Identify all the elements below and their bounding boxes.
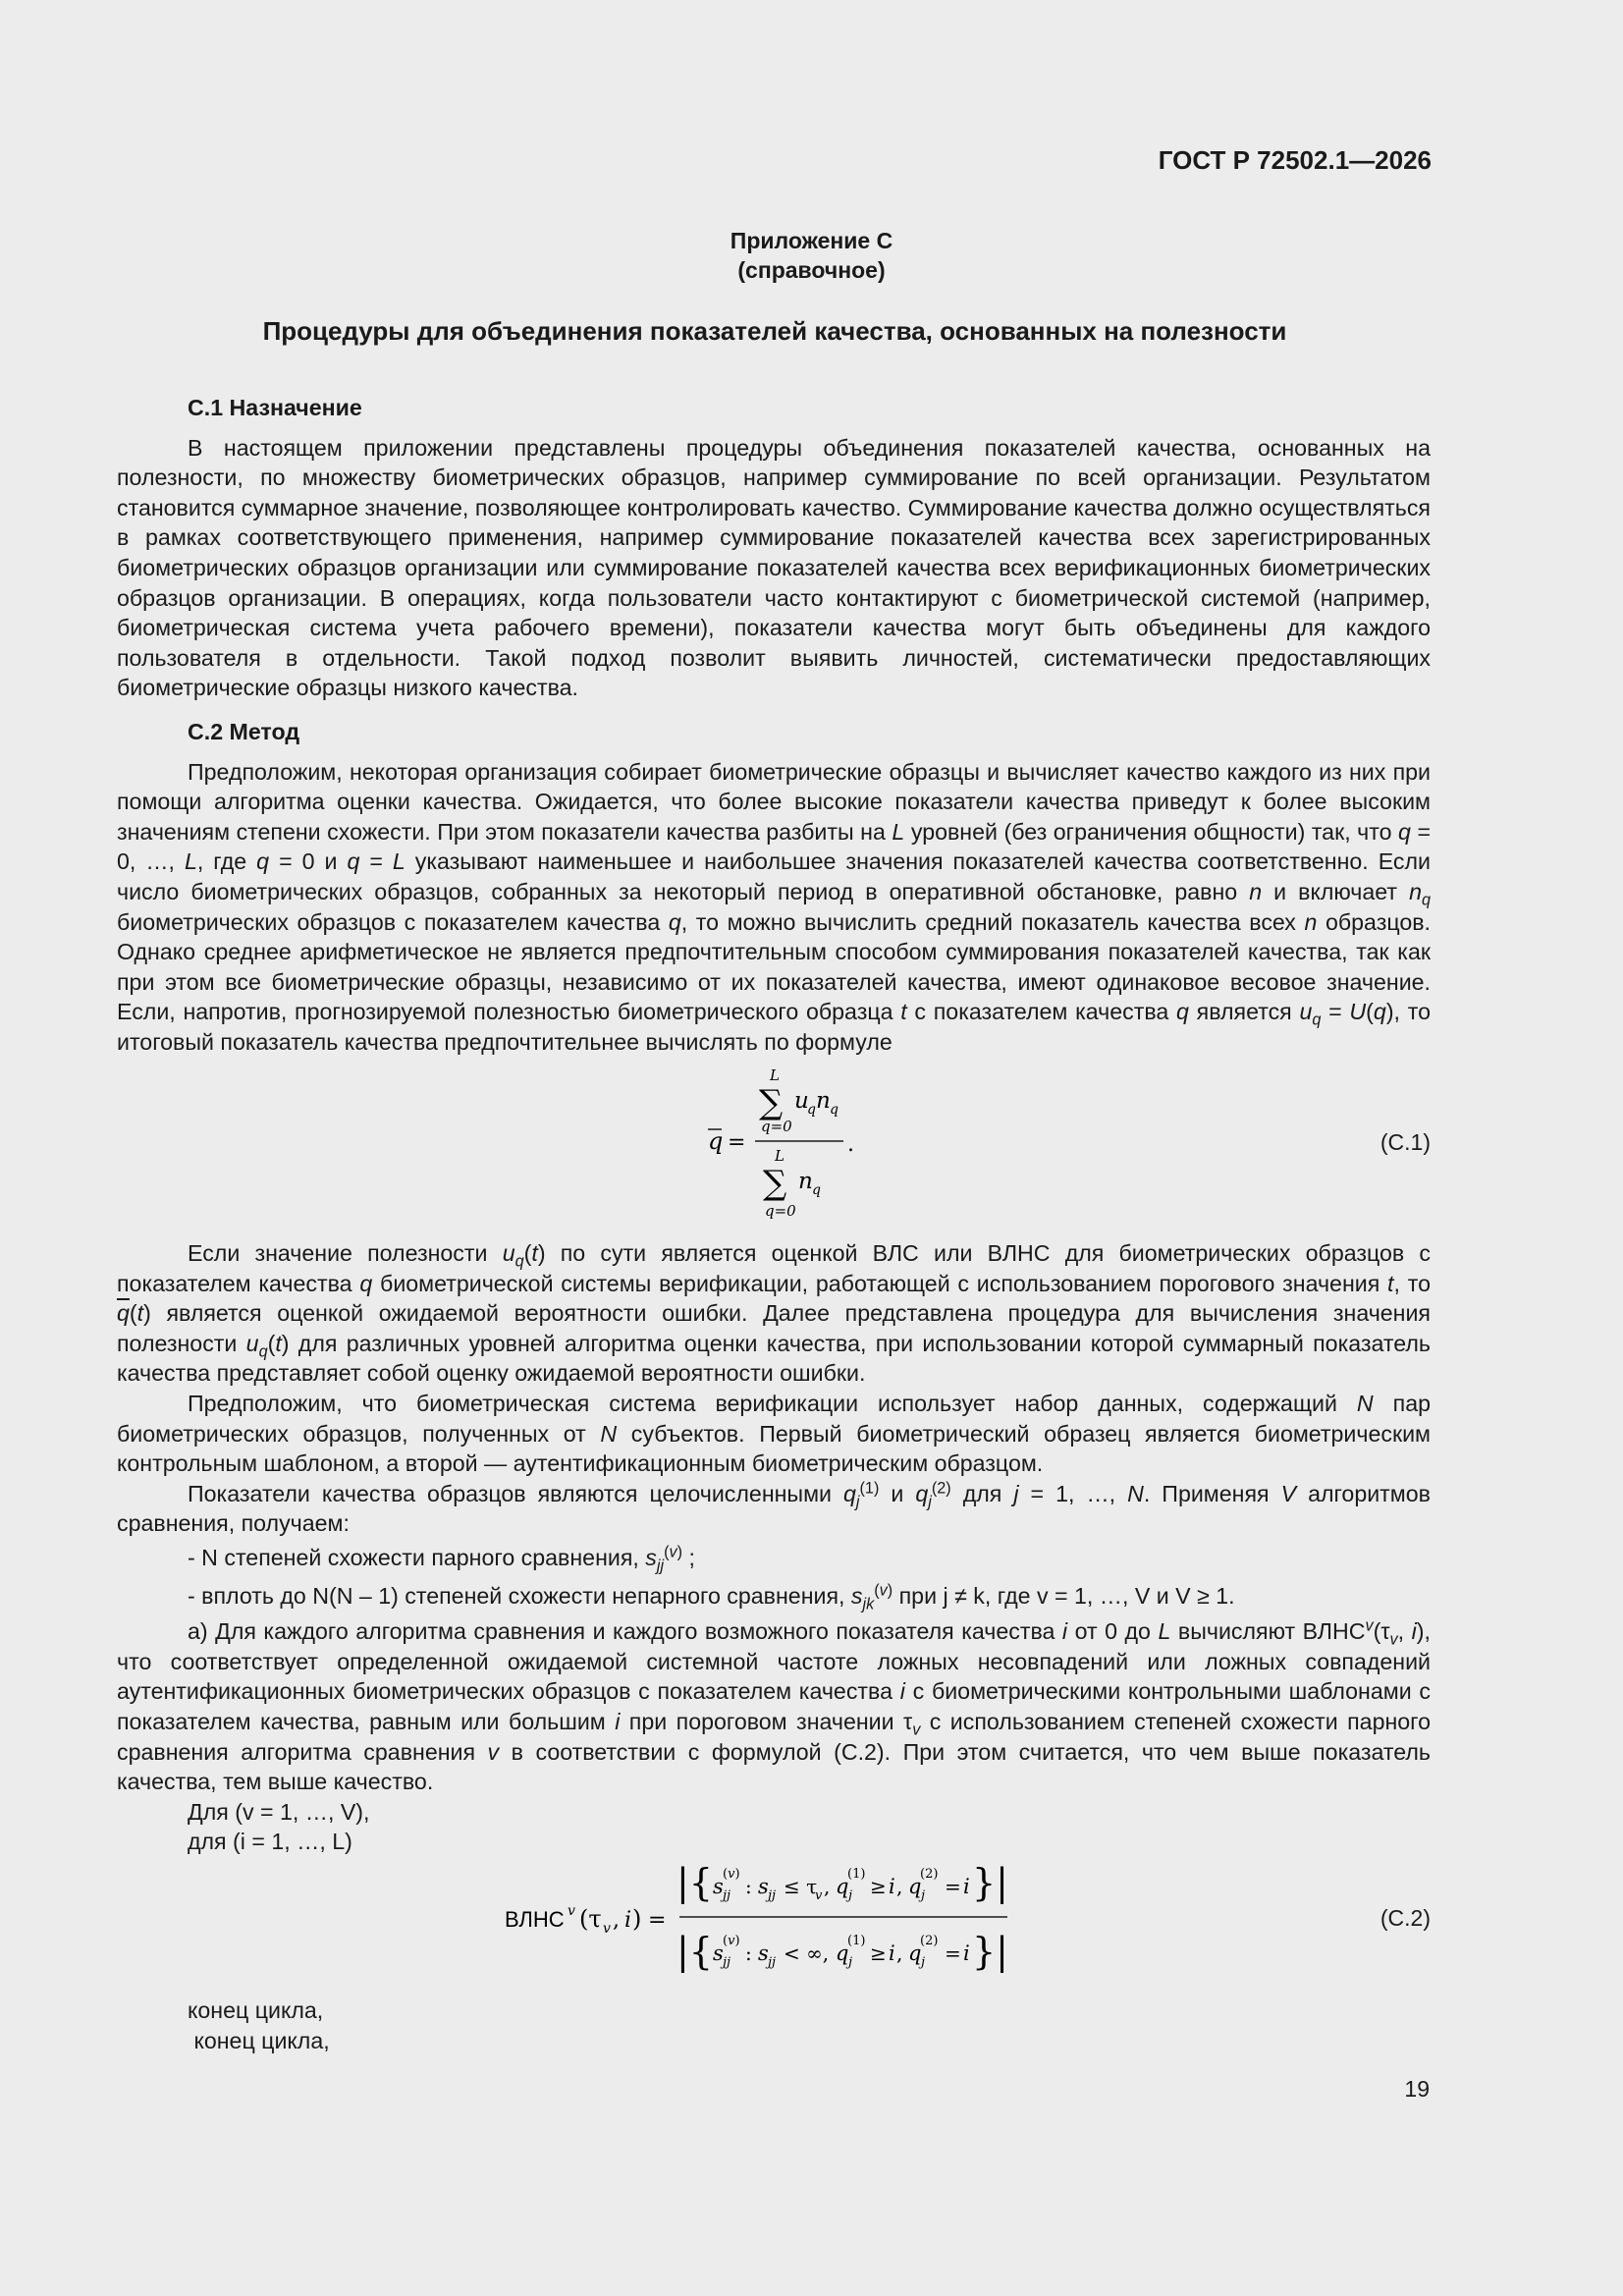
svg-text:i: i [963, 1941, 970, 1965]
svg-text:i: i [624, 1908, 632, 1933]
svg-text:q: q [708, 1127, 724, 1155]
svg-text:q=0: q=0 [765, 1202, 796, 1220]
svg-text:∑: ∑ [763, 1164, 787, 1203]
svg-text:s: s [758, 1875, 769, 1898]
svg-text:q: q [807, 1102, 816, 1118]
formula-c1-graphic [696, 1063, 951, 1230]
svg-text::: : [745, 1875, 752, 1898]
equation-number-c2: (С.2) [1380, 1905, 1431, 1931]
formula-c2 [117, 1854, 1431, 1982]
paragraph-method-3: Предположим, что биометрическая система верификации использует набор данных, содержащий N пар биометрических образцов, полученных от N субъектов. Первый биометрический образец является биометрическим контрольным шаблоном, а второй — аутентификационным биометрическим образцом. [117, 1390, 1432, 1477]
svg-text:j: j [848, 1888, 853, 1903]
page-number: 19 [1404, 2076, 1430, 2102]
svg-text:(τ: (τ [579, 1905, 602, 1933]
svg-text:s: s [713, 1875, 724, 1898]
svg-text:=: = [945, 1875, 961, 1898]
svg-text:v: v [568, 1903, 575, 1919]
paragraph-method-2: Если значение полезности $u_q(t)$ по сути является оценкой ВЛС или ВЛНС для биометрических образцов с показателем качества q биометрической системы верификации, работающей с использованием порогового значения t, то $\overline{q}(t)$ является оценкой ожидаемой вероятности ошибки. Далее представлена процедура для вычисления значения полезности $u_q(t)$ для различных уровней алгоритма оценки качества, при использовании которой суммарный показатель качества представляет собой оценку ожидаемой вероятности ошибки. [117, 1240, 1432, 1387]
svg-text:|{: |{ [676, 1930, 713, 1973]
svg-text:q: q [812, 1182, 821, 1198]
svg-text:≥: ≥ [870, 1941, 887, 1965]
svg-text::: : [745, 1941, 752, 1965]
svg-text:q: q [830, 1102, 839, 1118]
paragraph-method-1: Предположим, некоторая организация собирает биометрические образцы и вычисляет качество каждого из них при помощи алгоритма оценки качества. Ожидается, что более высокие показатели качества приведут к более высоким значениям степени схожести. При этом показатели качества разбиты на L уровней (без ограничения общности) так, что q = 0, …, L, где q = 0 и q = L указывают наименьшее и наибольшее значения показателей качества соответственно. Если число биометрических образцов, собранных за некоторый период в оперативной обстановке, равно n и включает $n_q$ биометрических образцов с показателем качества q, то можно вычислить средний показатель качества всех n образцов. Однако среднее арифметическое не является предпочтительным способом суммирования показателей качества, так как при этом все биометрические образцы, независимо от их показателей качества, имеют одинаковое весовое значение. Если, напротив, прогнозируемой полезностью биометрического образца t с показателем качества q является $u_q = U(q)$, то итоговый показатель качества предпочтительнее вычислять по формуле [117, 758, 1432, 1055]
equation-number-c1: (С.1) [1380, 1129, 1431, 1155]
svg-text:s: s [758, 1941, 769, 1965]
svg-text:jj: jj [723, 1955, 731, 1970]
document-code: ГОСТ Р 72502.1—2026 [1158, 145, 1432, 175]
svg-text:): ) [632, 1905, 642, 1933]
svg-text:(v): (v) [723, 1934, 740, 1948]
svg-text:(1): (1) [847, 1934, 866, 1948]
loop-outer: Для (v = 1, …, V), [188, 1798, 370, 1825]
svg-text:=: = [648, 1908, 667, 1933]
svg-text:}|: }| [972, 1861, 1008, 1904]
svg-text:i: i [889, 1875, 895, 1898]
svg-text:u: u [794, 1088, 809, 1114]
loop-inner: для (i = 1, …, L) [188, 1829, 352, 1855]
svg-text:i: i [963, 1875, 970, 1898]
svg-text:,: , [896, 1941, 903, 1965]
svg-text:< ∞,: < ∞, [784, 1941, 830, 1965]
svg-text:ВЛНС: ВЛНС [505, 1907, 565, 1932]
svg-text:,: , [896, 1875, 903, 1898]
svg-text:q=0: q=0 [761, 1118, 792, 1135]
annex-label: Приложение С [730, 228, 893, 253]
svg-text:q: q [908, 1875, 922, 1898]
svg-text:,: , [613, 1908, 620, 1933]
formula-c1 [117, 1063, 1431, 1230]
paragraph-method-4: Показатели качества образцов являются целочисленными $q_j^{(1)}$ и $q_j^{(2)}$ для j = 1, …, N. Применяя V алгоритмов сравнения, получаем: [117, 1479, 1431, 1537]
svg-text:,: , [824, 1875, 831, 1898]
paragraph-purpose: В настоящем приложении представлены процедуры объединения показателей качества, основанных на полезности, по множеству биометрических образцов, например суммирование по всей организации. Результатом становится суммарное значение, позволяющее контролировать качество. Суммирование качества должно осуществляться в рамках соответствующего применения, например суммирование показателей качества всех зарегистрированных биометрических образцов организации или суммирование показателей качества всех верификационных биометрических образцов организации. В операциях, когда пользователи часто контактируют с биометрической системой (например, биометрическая система учета рабочего времени), показатели качества могут быть объединены для каждого пользователя в отдельности. Такой подход позволит выявить личностей, систематически предоставляющих биометрические образцы низкого качества. [117, 434, 1431, 701]
svg-text:(1): (1) [847, 1867, 866, 1882]
svg-text:L: L [775, 1147, 784, 1165]
svg-text:s: s [713, 1941, 724, 1965]
svg-text:v: v [603, 1921, 611, 1937]
annex-heading [0, 226, 1623, 285]
svg-text:|{: |{ [676, 1861, 713, 1904]
svg-text:L: L [770, 1066, 780, 1084]
paragraph-step-a: а) Для каждого алгоритма сравнения и каждого возможного показателя качества i от 0 до L вычисляют $ВЛНС^v(\tau_v$, i), что соответствует определенной ожидаемой системной частоте ложных несовпадений или ложных совпадений аутентификационных биометрических образцов с показателем качества i с биометрическими контрольными шаблонами с показателем качества, равным или большим i при пороговом значении $\tau_v$ с использованием степеней схожести парного сравнения алгоритма сравнения v в соответствии с формулой (С.2). При этом считается, что чем выше показатель качества, тем выше качество. [117, 1616, 1432, 1795]
loop-end-inner: конец цикла, [188, 1997, 324, 2023]
section-heading-c2: С.2 Метод [188, 718, 300, 744]
body-part-2 [117, 1238, 1431, 1857]
svg-text:}|: }| [972, 1930, 1008, 1973]
svg-text:(2): (2) [920, 1934, 939, 1948]
svg-text:i: i [889, 1941, 895, 1965]
svg-text:n: n [816, 1088, 831, 1114]
svg-text:j: j [848, 1955, 853, 1970]
svg-text:(v): (v) [723, 1867, 740, 1882]
svg-text:jj: jj [768, 1955, 777, 1970]
svg-text:q: q [908, 1941, 922, 1965]
svg-text:(2): (2) [920, 1867, 939, 1882]
svg-text:≥: ≥ [870, 1875, 887, 1898]
svg-text:q: q [836, 1941, 849, 1965]
body-part-1 [117, 393, 1431, 1057]
annex-kind: (справочное) [737, 257, 886, 283]
annex-title: Процедуры для объединения показателей качества, основанных на полезности [262, 316, 1287, 346]
svg-text:j: j [921, 1955, 926, 1970]
list-item-unpaired: - вплоть до N(N – 1) степеней схожести непарного сравнения, $s_{jk}^{(v)}$ при j ≠ k, где v = 1, …, V и V ≥ 1. [188, 1580, 1235, 1613]
svg-text:n: n [798, 1169, 813, 1194]
loop-end-outer: конец цикла, [188, 2027, 330, 2053]
svg-text:jj: jj [768, 1888, 777, 1903]
svg-text:≤ τ: ≤ τ [784, 1875, 818, 1898]
formula-c2-graphic [505, 1854, 1055, 1982]
body-part-3 [117, 1995, 1431, 2055]
svg-text:.: . [847, 1132, 854, 1157]
svg-text:q: q [836, 1875, 849, 1898]
list-item-paired: - N степеней схожести парного сравнения, $s_{jj}^{(v)}$ ; [188, 1543, 695, 1575]
section-heading-c1: С.1 Назначение [188, 395, 362, 420]
svg-text:∑: ∑ [759, 1083, 784, 1122]
svg-text:=: = [728, 1130, 746, 1155]
svg-text:jj: jj [723, 1888, 731, 1903]
svg-text:v: v [815, 1888, 823, 1903]
svg-text:=: = [945, 1941, 961, 1965]
svg-text:j: j [921, 1888, 926, 1903]
